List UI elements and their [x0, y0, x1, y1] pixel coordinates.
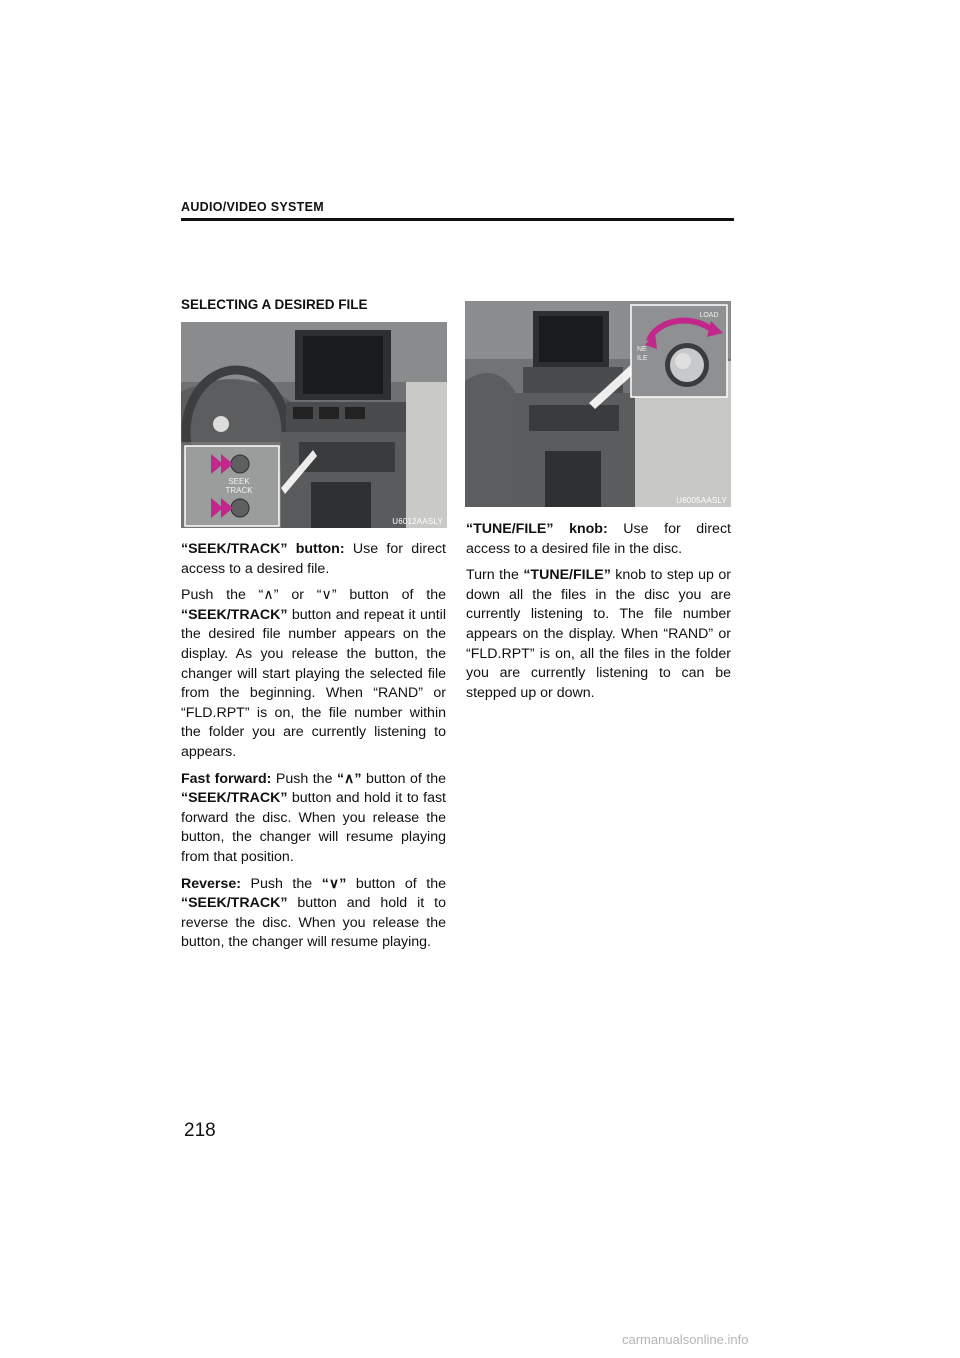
right-column: [466, 520, 731, 710]
figure-caption: U6012AASLY: [392, 517, 443, 526]
header-rule: [181, 218, 734, 221]
page-header: AUDIO/VIDEO SYSTEM: [181, 200, 324, 214]
figure-tune-file: [465, 301, 731, 507]
watermark-footer: carmanualsonline.info: [622, 1332, 749, 1347]
section-title: SELECTING A DESIRED FILE: [181, 297, 368, 312]
seek-track-instructions: Push the “∧” or “∨” button of the “SEEK/TRACK” button and repeat it until the desired file number appears on the display. As you release the button, the changer will start playing the selected file from the beginning. When “RAND” or “FLD.RPT” is on, the file number within the folder you are currently listening to appears.: [181, 587, 446, 760]
load-label: LOAD: [699, 312, 719, 319]
figure-caption: U6005AASLY: [676, 496, 727, 505]
dashboard-photo-1: [181, 322, 447, 528]
figure-seek-track: [181, 322, 447, 528]
reverse-instructions: Reverse: Push the “∨” button of the “SEEK/TRACK” button and hold it to reverse the disc. When you release the button, the changer will resume playing.: [181, 875, 446, 951]
tune-label-fragment: NE: [637, 346, 647, 353]
seek-track-intro: “SEEK/TRACK” button: Use for direct access to a desired file.: [181, 541, 446, 577]
page-number: 218: [184, 1120, 216, 1141]
track-label: TRACK: [225, 486, 253, 495]
tune-file-instructions: Turn the “TUNE/FILE” knob to step up or down all the files in the disc you are currently listening to. The file number appears on the display. When “RAND” or “FLD.RPT” is on, all the files in the folder you are currently listening to can be stepped up or down.: [466, 567, 731, 701]
tune-file-intro: “TUNE/FILE” knob: Use for direct access to a desired file in the disc.: [466, 521, 731, 557]
seek-label: SEEK: [228, 477, 250, 486]
dashboard-photo-2: [465, 301, 731, 507]
fast-forward-instructions: Fast forward: Push the “∧” button of the “SEEK/TRACK” button and hold it to fast forward the disc. When you release the button, the changer will resume playing from that position.: [181, 770, 446, 865]
left-column: [181, 540, 446, 960]
file-label-fragment: ILE: [637, 355, 648, 362]
